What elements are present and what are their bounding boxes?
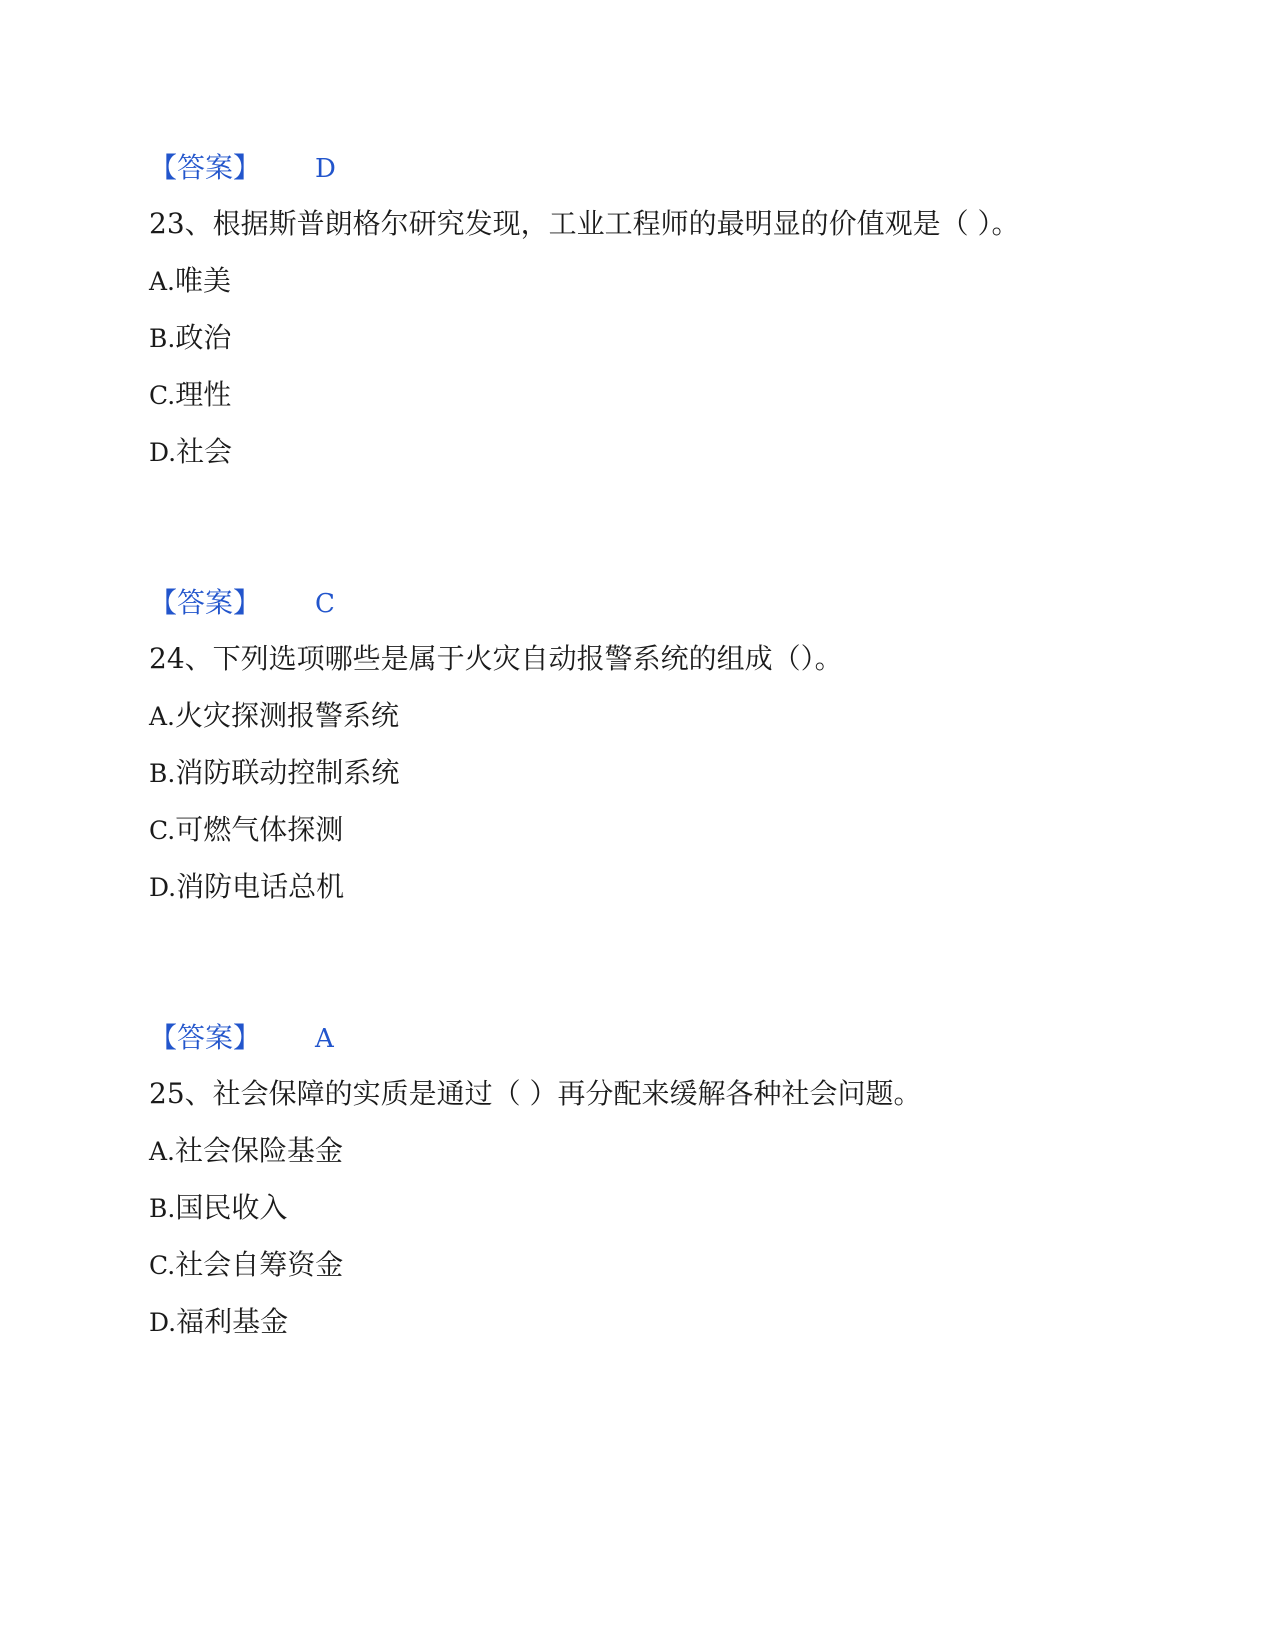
answer-line [149,583,1149,623]
option-letter: B. [149,759,176,788]
option-text: 唯美 [175,264,232,297]
option-text: 消防电话总机 [176,870,345,903]
answer-label: 【答案】 [149,151,262,184]
option-letter: A. [149,267,176,296]
option-c [149,1243,1149,1287]
option-b [149,316,1149,360]
option-a [149,1129,1149,1173]
option-d [149,865,1149,909]
question-block-23 [149,148,1149,474]
option-letter: B. [149,324,176,353]
option-c [149,808,1149,852]
answer-value: D [315,154,336,184]
answer-label: 【答案】 [149,1021,262,1054]
answer-label: 【答案】 [149,586,262,619]
option-text: 火灾探测报警系统 [175,699,400,732]
option-letter: A. [149,1137,176,1166]
option-text: 政治 [175,321,232,354]
option-letter: A. [149,702,176,731]
question-block-24 [149,583,1149,909]
option-b [149,1186,1149,1230]
option-text: 社会自筹资金 [175,1248,344,1281]
option-text: 社会保险基金 [175,1134,344,1167]
answer-value: C [315,589,335,619]
option-text: 消防联动控制系统 [175,756,400,789]
option-a [149,259,1149,303]
option-letter: C. [149,1251,176,1280]
option-text: 社会 [176,435,233,468]
option-a [149,694,1149,738]
question-text: 24、下列选项哪些是属于火灾自动报警系统的组成（）。 [149,642,843,675]
option-text: 理性 [175,378,232,411]
answer-value: A [315,1024,334,1054]
option-letter: D. [149,1308,177,1337]
option-text: 国民收入 [175,1191,288,1224]
option-d [149,1300,1149,1344]
answer-line [149,1018,1149,1058]
question-block-25 [149,1018,1149,1344]
option-text: 福利基金 [176,1305,289,1338]
option-text: 可燃气体探测 [175,813,344,846]
option-letter: B. [149,1194,176,1223]
option-letter: D. [149,873,177,902]
option-d [149,430,1149,474]
question-text: 25、社会保障的实质是通过（ ）再分配来缓解各种社会问题。 [149,1077,922,1110]
question-text: 23、根据斯普朗格尔研究发现，工业工程师的最明显的价值观是（ ）。 [149,207,1020,240]
answer-line [149,148,1149,188]
option-letter: C. [149,816,176,845]
option-c [149,373,1149,417]
option-letter: D. [149,438,177,467]
option-letter: C. [149,381,176,410]
option-b [149,751,1149,795]
